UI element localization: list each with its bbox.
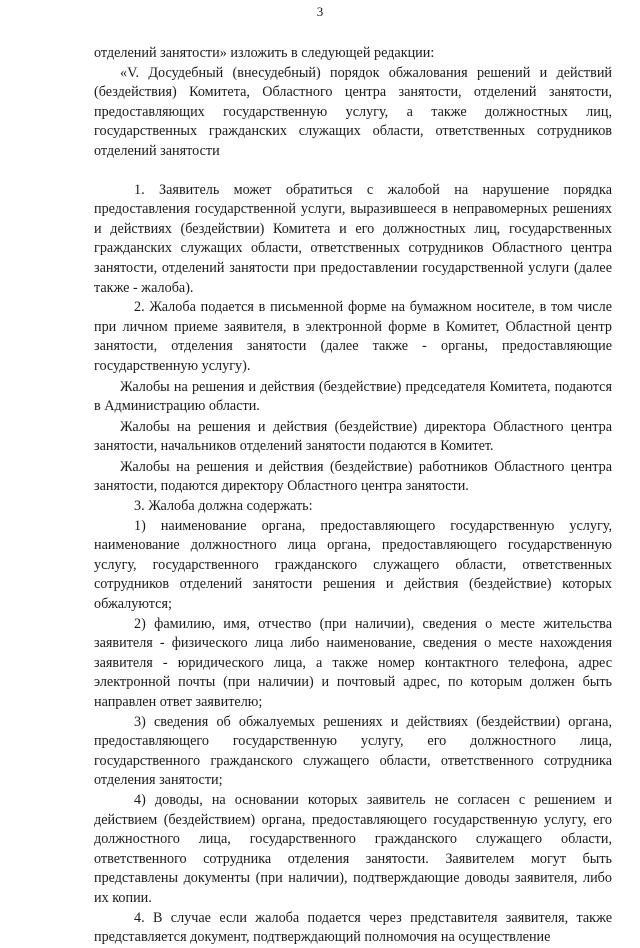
paragraph-item-3: 3. Жалоба должна содержать: <box>134 498 313 515</box>
section-heading: «V. Досудебный (внесудебный) порядок обжалования решений и действий (бездействия) Комитета, Областного центра занятости, отделений занятости, предоставляющих государственную услугу, а также должностных лиц, государственных гражданских служащих области, ответственных сотрудников отделений занятости <box>94 64 612 159</box>
paragraph-chairman-complaints: Жалобы на решения и действия (бездействие) председателя Комитета, подаются в Администрацию области. <box>94 378 612 415</box>
paragraph-item-1: 1. Заявитель может обратиться с жалобой на нарушение порядка предоставления государственной услуги, выразившееся в неправомерных решениях и действиях (бездействии) Комитета и его должностных лиц, государственных гражданских служащих области, ответственных сотрудников Областного центра занятости, отделений занятости при предоставлении государственной услуги (далее также - жалоба). <box>94 181 612 296</box>
subitem-2: 2) фамилию, имя, отчество (при наличии), сведения о месте жительства заявителя - физического лица либо наименование, сведения о месте нахождения заявителя - юридического лица, а также номер контактного телефона, адрес электронной почты (при наличии) и почтовый адрес, по которым должен быть направлен ответ заявителю; <box>94 615 612 710</box>
blank-line <box>94 162 612 181</box>
paragraph-staff-complaints: Жалобы на решения и действия (бездействие) работников Областного центра занятости, подаются директору Областного центра занятости. <box>94 458 612 495</box>
paragraph-item-2: 2. Жалоба подается в письменной форме на бумажном носителе, в том числе при личном приеме заявителя, в электронной форме в Комитет, Областной центр занятости, отделения занятости (далее также - органы, предоставляющие государственную услугу). <box>94 299 612 374</box>
document-body <box>94 44 612 948</box>
subitem-1: 1) наименование органа, предоставляющего государственную услугу, наименование должностного лица органа, предоставляющего государственную услугу, государственного гражданского служащего области, ответственных сотрудников отделений занятости решения и действия (бездействие) которых обжалуются; <box>94 517 612 613</box>
paragraph-item-4: 4. В случае если жалоба подается через представителя заявителя, также представляется документ, подтверждающий полномочия на осуществление <box>94 909 612 946</box>
subitem-4: 4) доводы, на основании которых заявитель не согласен с решением и действием (бездействием) органа, предоставляющего государственную услугу, его должностного лица, государственного гражданского служащего области, ответственного сотрудника отделения занятости. Заявителем могут быть представлены документы (при наличии), подтверждающие доводы заявителя, либо их копии. <box>94 791 612 906</box>
paragraph-director-complaints: Жалобы на решения и действия (бездействие) директора Областного центра занятости, начальников отделений занятости подаются в Комитет. <box>94 418 612 455</box>
page-number: 3 <box>316 4 324 19</box>
subitem-3: 3) сведения об обжалуемых решениях и действиях (бездействии) органа, предоставляющего государственную услугу, его должностного лица, государственного гражданского служащего области, ответственного сотрудника отделения занятости; <box>94 713 612 789</box>
paragraph-intro: отделений занятости» изложить в следующей редакции: <box>94 45 435 61</box>
